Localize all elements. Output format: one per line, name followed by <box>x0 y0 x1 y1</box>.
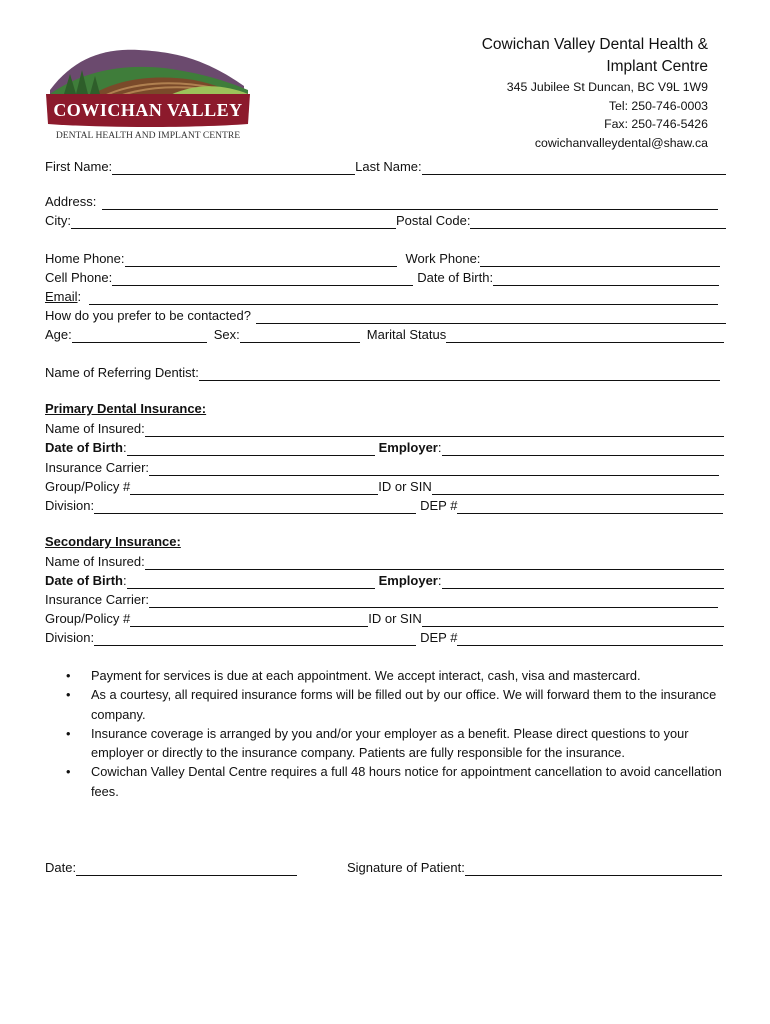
list-item <box>66 685 726 724</box>
cell-phone-label: Cell Phone: <box>45 270 113 285</box>
home-phone-row <box>45 249 720 267</box>
list-item <box>66 762 726 801</box>
primary-insured-row <box>45 419 724 437</box>
org-name-line2: Implant Centre <box>606 58 708 75</box>
primary-dob-row <box>45 438 724 456</box>
city-row <box>45 211 726 229</box>
note-text: Cowichan Valley Dental Centre requires a full 48 hours notice for appointment cancellation to avoid cancellation fees. <box>91 764 722 799</box>
primary-group-field[interactable] <box>130 480 378 495</box>
secondary-dob-row <box>45 571 724 589</box>
secondary-carrier-row <box>45 590 718 608</box>
date-of-birth-field[interactable] <box>493 271 719 286</box>
secondary-group-label: Group/Policy # <box>45 611 131 626</box>
secondary-dep-field[interactable] <box>457 631 723 646</box>
secondary-group-field[interactable] <box>130 612 368 627</box>
secondary-carrier-label: Insurance Carrier: <box>45 592 150 607</box>
primary-dep-label: DEP # <box>420 498 458 513</box>
secondary-employer-colon: : <box>437 573 442 588</box>
bullet-icon: • <box>66 725 71 741</box>
secondary-heading-text: Secondary Insurance <box>45 534 177 549</box>
work-phone-field[interactable] <box>480 252 720 267</box>
secondary-group-row <box>45 609 724 627</box>
secondary-insurance-heading <box>45 534 181 549</box>
email-text: cowichanvalleydental@shaw.ca <box>534 135 708 150</box>
bullet-icon: • <box>66 764 71 780</box>
signature-row <box>347 858 722 876</box>
contact-pref-field[interactable] <box>256 309 726 324</box>
age-label: Age: <box>45 327 72 342</box>
list-item <box>66 724 726 763</box>
primary-group-label: Group/Policy # <box>45 479 131 494</box>
org-name-line1: Cowichan Valley Dental Health & <box>481 36 708 53</box>
age-sex-row <box>45 325 724 343</box>
secondary-dep-label: DEP # <box>420 630 458 645</box>
address-label: Address: <box>45 194 97 209</box>
secondary-id-sin-field[interactable] <box>422 612 724 627</box>
secondary-insured-row <box>45 552 724 570</box>
city-field[interactable] <box>71 214 396 229</box>
primary-dep-field[interactable] <box>457 499 723 514</box>
home-phone-label: Home Phone: <box>45 251 125 266</box>
org-name <box>408 34 708 78</box>
address-text: 345 Jubilee St Duncan, BC V9L 1W9 <box>506 80 708 94</box>
note-text: Payment for services is due at each appointment. We accept interact, cash, visa and mastercard. <box>91 668 641 683</box>
sex-label: Sex: <box>213 327 240 342</box>
contact-pref-label: How do you prefer to be contacted? <box>45 308 251 323</box>
phone-text: Tel: 250-746-0003 <box>608 98 708 113</box>
primary-carrier-row <box>45 458 719 476</box>
cowichan-valley-logo <box>44 44 254 144</box>
address-field[interactable] <box>102 195 718 210</box>
list-item <box>66 666 726 685</box>
primary-insured-field[interactable] <box>145 422 724 437</box>
contact-pref-row <box>45 306 726 324</box>
secondary-heading-colon: : <box>176 534 181 549</box>
primary-insured-label: Name of Insured: <box>45 421 145 436</box>
referring-dentist-field[interactable] <box>199 366 720 381</box>
secondary-insured-field[interactable] <box>145 555 724 570</box>
email-row <box>45 287 718 305</box>
address-row <box>45 192 718 210</box>
bullet-icon: • <box>66 687 71 703</box>
primary-group-row <box>45 477 724 495</box>
secondary-employer-field[interactable] <box>442 574 725 589</box>
secondary-id-sin-label: ID or SIN <box>368 611 422 626</box>
home-phone-field[interactable] <box>125 252 397 267</box>
secondary-carrier-field[interactable] <box>149 593 718 608</box>
logo-title: COWICHAN VALLEY <box>53 100 243 120</box>
email-colon: : <box>77 289 82 304</box>
email-field[interactable] <box>89 290 718 305</box>
cell-phone-field[interactable] <box>112 271 413 286</box>
secondary-dob-field[interactable] <box>127 574 375 589</box>
signature-field[interactable] <box>465 861 722 876</box>
email-label: Email <box>45 289 78 304</box>
note-text: Insurance coverage is arranged by you and/or your employer as a benefit. Please direct questions to your employer or directly to the insurance company. Patients are fully responsible for the insurance. <box>91 725 689 761</box>
secondary-insured-label: Name of Insured: <box>45 554 145 569</box>
secondary-division-field[interactable] <box>94 631 416 646</box>
referring-dentist-label: Name of Referring Dentist: <box>45 365 199 380</box>
marital-status-field[interactable] <box>446 328 724 343</box>
first-name-label: First Name: <box>45 159 113 174</box>
contact-block <box>408 78 708 152</box>
city-label: City: <box>45 213 71 228</box>
date-field[interactable] <box>76 861 297 876</box>
postal-code-label: Postal Code: <box>396 213 471 228</box>
date-of-birth-label: Date of Birth: <box>417 270 494 285</box>
first-name-field[interactable] <box>112 160 355 175</box>
primary-employer-label: Employer <box>378 440 438 455</box>
primary-employer-colon: : <box>437 440 442 455</box>
fax-text: Fax: 250-746-5426 <box>604 117 708 131</box>
primary-insurance-heading: Primary Dental Insurance: <box>45 401 207 416</box>
secondary-employer-label: Employer <box>378 573 438 588</box>
policy-notes <box>66 666 726 801</box>
primary-id-sin-field[interactable] <box>432 480 724 495</box>
date-label: Date: <box>45 860 77 875</box>
primary-dob-field[interactable] <box>127 441 375 456</box>
bullet-icon: • <box>66 668 71 683</box>
last-name-label: Last Name: <box>355 159 422 174</box>
primary-employer-field[interactable] <box>442 441 725 456</box>
date-row <box>45 858 297 876</box>
last-name-field[interactable] <box>422 160 726 175</box>
secondary-dob-colon: : <box>123 573 127 588</box>
postal-code-field[interactable] <box>470 214 726 229</box>
marital-status-label: Marital Status <box>366 327 447 342</box>
age-field[interactable] <box>72 328 207 343</box>
signature-label: Signature of Patient: <box>347 860 465 875</box>
primary-division-row <box>45 496 723 514</box>
primary-carrier-label: Insurance Carrier: <box>45 460 150 475</box>
logo-subtitle: DENTAL HEALTH AND IMPLANT CENTRE <box>55 130 241 141</box>
referring-dentist-row <box>45 363 720 381</box>
secondary-division-label: Division: <box>45 630 95 645</box>
sex-field[interactable] <box>240 328 360 343</box>
primary-id-sin-label: ID or SIN <box>378 479 432 494</box>
secondary-division-row <box>45 628 723 646</box>
work-phone-label: Work Phone: <box>405 251 481 266</box>
primary-carrier-field[interactable] <box>149 461 719 476</box>
primary-division-label: Division: <box>45 498 95 513</box>
cell-phone-row <box>45 268 719 286</box>
primary-division-field[interactable] <box>94 499 416 514</box>
name-row <box>45 157 726 175</box>
primary-dob-label: Date of Birth <box>45 440 123 455</box>
note-text: As a courtesy, all required insurance forms will be filled out by our office. We will forward them to the insurance company. <box>91 687 717 722</box>
primary-dob-colon: : <box>123 440 127 455</box>
secondary-dob-label: Date of Birth <box>45 573 123 588</box>
